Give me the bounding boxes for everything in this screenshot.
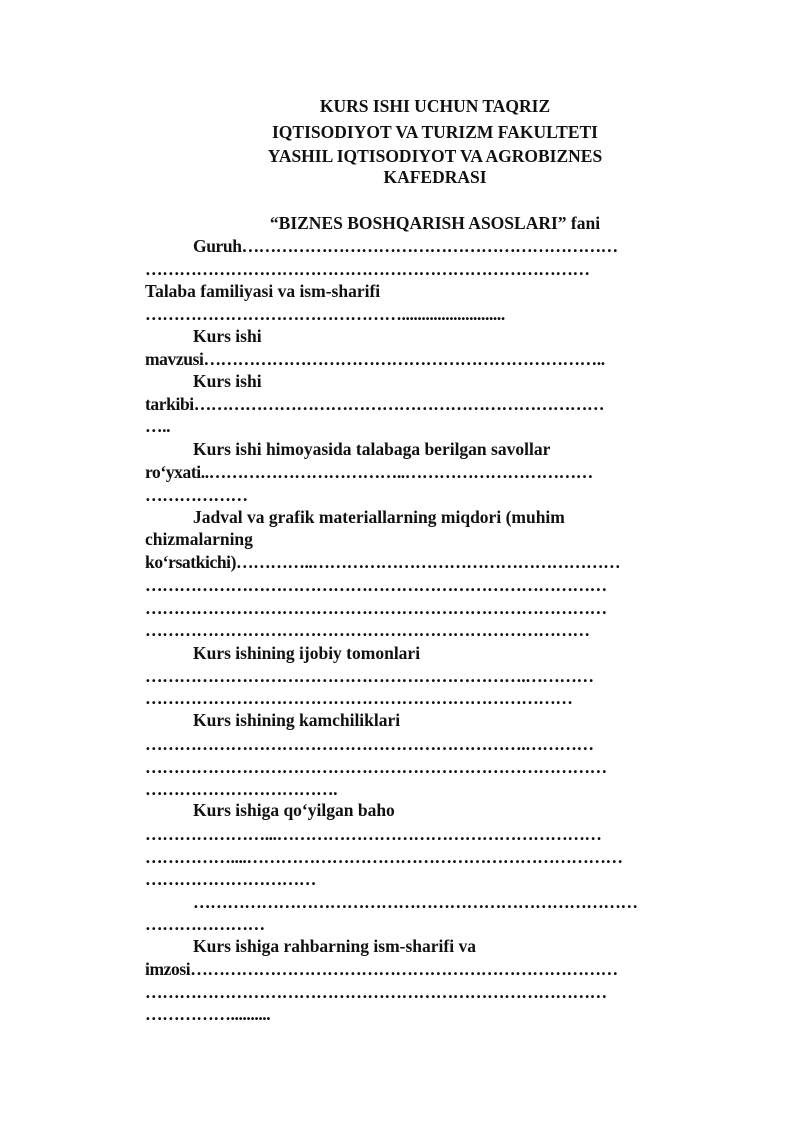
structure-line: tarkibi……………………………………………………………… — [145, 394, 605, 414]
guruh-line: Guruh………………………………………………………… — [193, 236, 618, 256]
supervisor-line: imzosi………………………………………………………………… — [145, 959, 618, 979]
dotted-line: ………………………………………………………….………… — [145, 666, 594, 686]
structure-label: Kurs ishi — [193, 371, 262, 391]
dotted-line: …………………………………………………………………… — [193, 892, 638, 912]
dotted-line: ….. — [145, 416, 171, 436]
dotted-line: …………………...………………………………………………… — [145, 824, 602, 844]
dotted-line: ………………………………………………………………… — [145, 688, 573, 708]
grade-label: Kurs ishiga qo‘yilgan baho — [193, 800, 395, 820]
dotted-line: ……………………………………………………………………… — [145, 575, 607, 595]
dotted-line: ……………………………………….......................... — [145, 304, 505, 324]
dotted-line: ……………....………………………………………………………… — [145, 847, 623, 867]
dotted-line: …………………………………………………………………… — [145, 259, 590, 279]
supervisor-label: Kurs ishiga rahbarning ism-sharifi va — [193, 936, 476, 956]
dotted-line: ………………………………………………………….………… — [145, 734, 594, 754]
dotted-line: ……………… — [145, 485, 248, 505]
questions-line: ro‘yxati..……………………………..…………………………… — [145, 462, 593, 482]
dotted-line: ………………………… — [145, 869, 317, 889]
header-line-3: YASHIL IQTISODIYOT VA AGROBIZNES — [267, 146, 603, 166]
header-line-2: IQTISODIYOT VA TURIZM FAKULTETI — [272, 122, 598, 142]
dotted-line: ……………………………………………………………………… — [145, 598, 607, 618]
dotted-line: …………….......... — [145, 1004, 271, 1024]
topic-line: mavzusi…………………………………………………………….. — [145, 349, 605, 369]
dotted-line: ……………………………. — [145, 779, 338, 799]
materials-line: ko‘rsatkichi)…………..……………………………………………… — [145, 552, 621, 572]
materials-label: Jadval va grafik materiallarning miqdori (muhim — [193, 507, 565, 527]
student-name-label: Talaba familiyasi va ism-sharifi — [145, 281, 381, 301]
subject-title: “BIZNES BOSHQARISH ASOSLARI” fani — [269, 213, 601, 233]
dotted-line: ……………………………………………………………………… — [145, 982, 607, 1002]
topic-label: Kurs ishi — [193, 326, 262, 346]
dotted-line: …………………………………………………………………… — [145, 620, 590, 640]
header-line-4: KAFEDRASI — [383, 167, 487, 187]
weaknesses-label: Kurs ishining kamchiliklari — [193, 710, 401, 730]
dotted-line: ………………… — [145, 914, 265, 934]
header-line-1: KURS ISHI UCHUN TAQRIZ — [319, 96, 551, 116]
materials-label-cont: chizmalarning — [145, 529, 253, 549]
strengths-label: Kurs ishining ijobiy tomonlari — [193, 643, 421, 663]
dotted-line: ……………………………………………………………………… — [145, 757, 607, 777]
questions-label: Kurs ishi himoyasida talabaga berilgan savollar — [193, 439, 551, 459]
